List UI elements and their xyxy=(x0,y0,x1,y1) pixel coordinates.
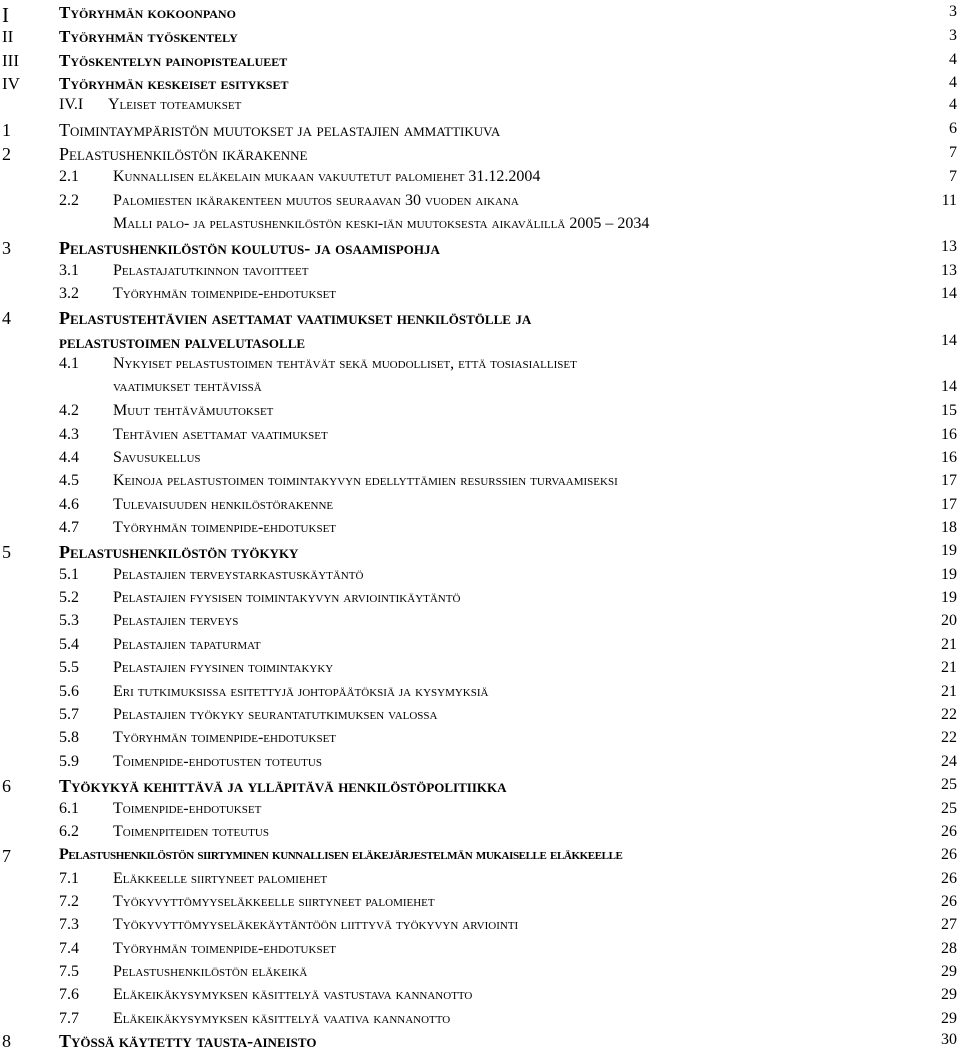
toc-title: Pelastushenkilöstön ikärakenne xyxy=(59,144,308,164)
toc-title: Työryhmän toimenpide-ehdotukset xyxy=(113,285,337,302)
toc-entry[interactable] xyxy=(0,636,960,658)
toc-number: 7.6 xyxy=(59,986,79,1003)
toc-page: 17 xyxy=(941,472,957,489)
toc-entry-continued[interactable] xyxy=(0,215,960,237)
toc-title: Eläkkeelle siirtyneet palomiehet xyxy=(113,870,328,887)
toc-entry[interactable] xyxy=(0,986,960,1008)
toc-number: 2 xyxy=(2,144,11,164)
toc-entry[interactable] xyxy=(0,589,960,611)
toc-title: Pelastushenkilöstön eläkeikä xyxy=(113,963,308,980)
toc-title: Toimenpiteiden toteutus xyxy=(113,823,269,840)
toc-entry-continued[interactable] xyxy=(0,332,960,354)
toc-title: vaatimukset tehtävissä xyxy=(113,378,262,395)
toc-entry[interactable] xyxy=(0,1031,960,1053)
toc-entry[interactable] xyxy=(0,426,960,448)
toc-page: 25 xyxy=(941,800,957,817)
toc-page: 3 xyxy=(949,3,957,20)
toc-title: Muut tehtävämuutokset xyxy=(113,402,274,419)
toc-entry[interactable] xyxy=(0,542,960,564)
toc-page: 26 xyxy=(941,870,957,887)
toc-title: Työryhmän toimenpide-ehdotukset xyxy=(113,729,337,746)
toc-number: 6.1 xyxy=(59,800,79,817)
toc-entry[interactable] xyxy=(0,566,960,588)
toc-title: Toimenpide-ehdotukset xyxy=(113,800,262,817)
toc-number: 7 xyxy=(2,846,11,866)
toc-number: 3 xyxy=(2,238,11,258)
toc-page: 6 xyxy=(949,120,957,137)
toc-title: Pelastajien työkyky seurantatutkimuksen valossa xyxy=(113,706,438,723)
toc-page: 29 xyxy=(941,963,957,980)
toc-page: 4 xyxy=(949,74,957,91)
toc-entry[interactable] xyxy=(0,144,960,166)
toc-page: 19 xyxy=(941,566,957,583)
toc-entry[interactable] xyxy=(0,308,960,330)
toc-entry[interactable] xyxy=(0,402,960,424)
toc-title: Pelastushenkilöstön työkyky xyxy=(59,542,299,562)
toc-number: 4.7 xyxy=(59,519,79,536)
toc-title: Pelastajatutkinnon tavoitteet xyxy=(113,262,309,279)
toc-entry[interactable] xyxy=(0,612,960,634)
toc-entry[interactable] xyxy=(0,27,960,49)
toc-title: Keinoja pelastustoimen toimintakyvyn edellyttämien resurssien turvaamiseksi xyxy=(113,472,618,489)
toc-page: 16 xyxy=(941,449,957,466)
toc-number: 5.9 xyxy=(59,753,79,770)
toc-title: Pelastushenkilöstön koulutus- ja osaamispohja xyxy=(59,238,440,258)
toc-page: 13 xyxy=(941,238,957,255)
toc-number: 5.2 xyxy=(59,589,79,606)
toc-page: 21 xyxy=(941,683,957,700)
toc-entry[interactable] xyxy=(0,659,960,681)
toc-number: 4.3 xyxy=(59,426,79,443)
toc-title: Työryhmän keskeiset esitykset xyxy=(59,74,289,93)
toc-entry-continued[interactable] xyxy=(0,378,960,400)
toc-number: IV xyxy=(2,74,20,93)
toc-entry[interactable] xyxy=(0,74,960,96)
toc-number: 5.7 xyxy=(59,706,79,723)
toc-number: 5.1 xyxy=(59,566,79,583)
toc-number: 1 xyxy=(2,120,11,140)
toc-page: 3 xyxy=(949,27,957,44)
toc-page: 17 xyxy=(941,496,957,513)
toc-entry[interactable] xyxy=(0,753,960,775)
toc-title: Työryhmän toimenpide-ehdotukset xyxy=(113,940,337,957)
toc-page: 29 xyxy=(941,986,957,1003)
toc-entry[interactable] xyxy=(0,683,960,705)
toc-title: pelastustoimen palvelutasolle xyxy=(59,332,306,352)
toc-page: 14 xyxy=(941,332,957,349)
toc-page: 26 xyxy=(941,823,957,840)
toc-entry[interactable] xyxy=(0,963,960,985)
toc-page: 30 xyxy=(941,1031,957,1048)
toc-number: 4.2 xyxy=(59,402,79,419)
toc-page: 7 xyxy=(949,168,957,185)
toc-title: Pelastushenkilöstön siirtyminen kunnallisen eläkejärjestelmän mukaiselle eläkkeelle xyxy=(59,846,623,863)
toc-number: II xyxy=(2,27,14,46)
toc-title: Työryhmän kokoonpano xyxy=(59,3,236,22)
toc-entry[interactable] xyxy=(0,496,960,518)
toc-number: III xyxy=(2,51,19,70)
toc-number: 7.4 xyxy=(59,940,79,957)
toc-entry[interactable] xyxy=(0,168,960,190)
toc-number: 4.6 xyxy=(59,496,79,513)
toc-title: Työskentelyn painopistealueet xyxy=(59,51,288,70)
toc-number: 5.8 xyxy=(59,729,79,746)
toc-number: 3.2 xyxy=(59,285,79,302)
toc-number: 2.1 xyxy=(59,168,79,185)
toc-number: 2.2 xyxy=(59,192,79,209)
toc-title: Kunnallisen eläkelain mukaan vakuutetut palomiehet 31.12.2004 xyxy=(113,168,541,185)
toc-title: Työssä käytetty tausta-aineisto xyxy=(59,1031,317,1051)
toc-title: Eläkeikäkysymyksen käsittelyä vastustava kannanotto xyxy=(113,986,473,1003)
toc-title: Pelastajien terveystarkastuskäytäntö xyxy=(113,566,364,583)
toc-title: Työryhmän toimenpide-ehdotukset xyxy=(113,519,337,536)
toc-entry[interactable] xyxy=(0,192,960,214)
toc-page: 28 xyxy=(941,940,957,957)
toc-entry[interactable] xyxy=(0,3,960,25)
toc-entry[interactable] xyxy=(0,893,960,915)
toc-page: 24 xyxy=(941,753,957,770)
toc-title: Työkyvyttömyyseläkkeelle siirtyneet palomiehet xyxy=(113,893,435,910)
toc-number: 4.1 xyxy=(59,355,79,372)
toc-title: Pelastustehtävien asettamat vaatimukset henkilöstölle ja xyxy=(59,308,532,328)
toc-title: Toimintaympäristön muutokset ja pelastajien ammattikuva xyxy=(59,120,501,140)
toc-page: 26 xyxy=(941,893,957,910)
toc-page: 18 xyxy=(941,519,957,536)
toc-number: 5 xyxy=(2,542,11,562)
toc-title: Työkykyä kehittävä ja ylläpitävä henkilöstöpolitiikka xyxy=(59,776,507,796)
toc-entry[interactable] xyxy=(0,449,960,471)
toc-title: Tulevaisuuden henkilöstörakenne xyxy=(113,496,334,513)
toc-title: Pelastajien fyysinen toimintakyky xyxy=(113,659,334,676)
toc-page: 14 xyxy=(941,378,957,395)
toc-entry[interactable] xyxy=(0,846,960,868)
toc-title: Pelastajien fyysisen toimintakyvyn arviointikäytäntö xyxy=(113,589,461,606)
toc-page: 26 xyxy=(941,846,957,863)
toc-entry[interactable] xyxy=(0,96,960,118)
toc-title: Malli palo- ja pelastushenkilöstön keski-iän muutoksesta aikavälillä 2005 – 2034 xyxy=(113,215,650,232)
toc-number: 7.2 xyxy=(59,893,79,910)
toc-entry[interactable] xyxy=(0,940,960,962)
toc-page: 22 xyxy=(941,729,957,746)
toc-title: Toimenpide-ehdotusten toteutus xyxy=(113,753,322,770)
toc-entry[interactable] xyxy=(0,870,960,892)
toc-page: 27 xyxy=(941,916,957,933)
toc-number: I xyxy=(2,3,9,27)
toc-number: 7.3 xyxy=(59,916,79,933)
toc-number: 7.7 xyxy=(59,1010,79,1027)
toc-number: 3.1 xyxy=(59,262,79,279)
toc-entry[interactable] xyxy=(0,238,960,260)
toc-title: Savusukellus xyxy=(113,449,201,466)
toc-entry[interactable] xyxy=(0,51,960,73)
toc-page: 15 xyxy=(941,402,957,419)
toc-number: 7.1 xyxy=(59,870,79,887)
toc-number: 5.4 xyxy=(59,636,79,653)
toc-number: 6.2 xyxy=(59,823,79,840)
toc-number: IV.I xyxy=(59,96,84,113)
toc-entry[interactable] xyxy=(0,120,960,142)
toc-number: 6 xyxy=(2,776,11,796)
toc-page: 20 xyxy=(941,612,957,629)
toc-number: 7.5 xyxy=(59,963,79,980)
toc-entry[interactable] xyxy=(0,706,960,728)
toc-entry[interactable] xyxy=(0,800,960,822)
toc-page: 16 xyxy=(941,426,957,443)
toc-entry[interactable] xyxy=(0,285,960,307)
toc-page: 22 xyxy=(941,706,957,723)
toc-page: 25 xyxy=(941,776,957,793)
toc-title: Eläkeikäkysymyksen käsittelyä vaativa kannanotto xyxy=(113,1010,451,1027)
toc-page: 13 xyxy=(941,262,957,279)
toc-title: Pelastajien terveys xyxy=(113,612,239,629)
toc-page: 11 xyxy=(941,192,957,209)
toc-page: 14 xyxy=(941,285,957,302)
toc-page: 21 xyxy=(941,636,957,653)
toc-title: Nykyiset pelastustoimen tehtävät sekä muodolliset, että tosiasialliset xyxy=(113,355,577,372)
toc-number: 4.4 xyxy=(59,449,79,466)
toc-number: 5.6 xyxy=(59,683,79,700)
toc-entry[interactable] xyxy=(0,729,960,751)
toc-title: Työryhmän työskentely xyxy=(59,27,238,46)
toc-page: 21 xyxy=(941,659,957,676)
toc-number: 4.5 xyxy=(59,472,79,489)
toc-page: 4 xyxy=(949,51,957,68)
toc-title: Palomiesten ikärakenteen muutos seuraavan 30 vuoden aikana xyxy=(113,192,519,209)
toc-title: Tehtävien asettamat vaatimukset xyxy=(113,426,328,443)
toc-title: Pelastajien tapaturmat xyxy=(113,636,261,653)
toc-number: 5.5 xyxy=(59,659,79,676)
toc-entry[interactable] xyxy=(0,472,960,494)
toc-page: 19 xyxy=(941,542,957,559)
toc-entry[interactable] xyxy=(0,823,960,845)
toc-entry[interactable] xyxy=(0,1010,960,1032)
toc-number: 5.3 xyxy=(59,612,79,629)
toc-entry[interactable] xyxy=(0,776,960,798)
toc-page: 19 xyxy=(941,589,957,606)
toc-page: 7 xyxy=(949,144,957,161)
toc-page: 4 xyxy=(949,96,957,113)
toc-title: Yleiset toteamukset xyxy=(108,96,242,113)
toc-entry[interactable] xyxy=(0,355,960,377)
toc-entry[interactable] xyxy=(0,916,960,938)
toc-title: Työkyvyttömyyseläkekäytäntöön liittyvä työkyvyn arviointi xyxy=(113,916,519,933)
toc-entry[interactable] xyxy=(0,519,960,541)
toc-page: 29 xyxy=(941,1010,957,1027)
toc-entry[interactable] xyxy=(0,262,960,284)
toc-number: 8 xyxy=(2,1031,11,1051)
toc-title: Eri tutkimuksissa esitettyjä johtopäätöksiä ja kysymyksiä xyxy=(113,683,489,700)
toc-number: 4 xyxy=(2,308,11,328)
